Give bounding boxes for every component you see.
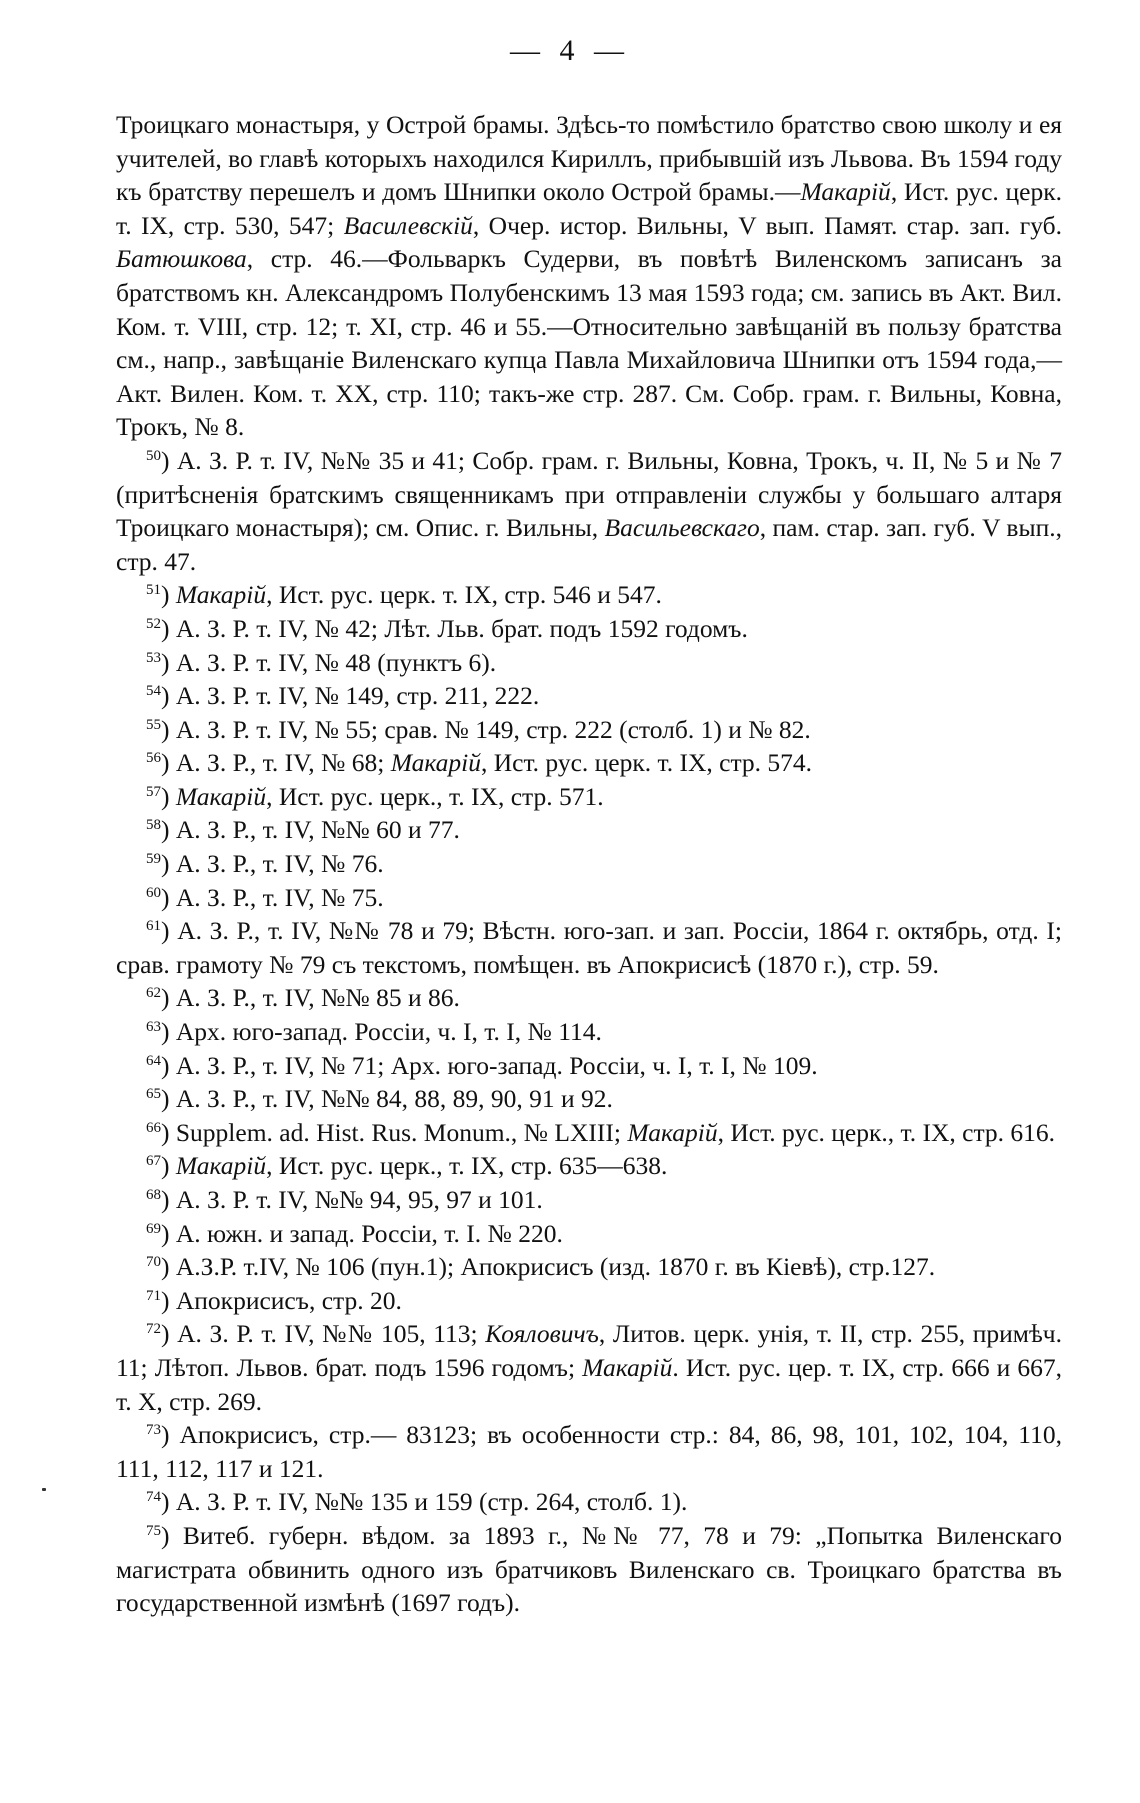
- text-segment: Троицкаго монастыря, у Острой брамы. Здѣсь-то помѣстило братство свою школу и ея учителей, во главѣ которыхъ находился Кириллъ, прибывшій изъ Львова. Въ 1594 году къ братству перешелъ и домъ Шнипки около Острой брамы.—: [116, 110, 1062, 207]
- footnote: [116, 578, 1062, 612]
- footnote-number: 54: [146, 683, 161, 700]
- text-segment: , Литов. церк. унія, т. II, стр. 255, примѣч. 11; Лѣтоп. Львов. брат. подъ 1596 годомъ;: [116, 1319, 1062, 1382]
- footnote-number: 64: [146, 1052, 161, 1069]
- text-segment: А. южн. и запад. Россіи, т. I. № 220.: [175, 1218, 563, 1248]
- text-segment: Витеб. губерн. вѣдом. за 1893 г., №№ 77, 78 и 79: „Попытка Виленскаго магистрата обвинить одного изъ братчиковъ Виленскаго св. Троицкаго братства въ государственной измѣнѣ (1697 годъ).: [116, 1520, 1062, 1618]
- text-segment: Апокрисисъ, стр. 20.: [175, 1285, 402, 1315]
- italic-author-name: Батюшкова: [116, 244, 247, 274]
- footnote-paren: ): [161, 1487, 176, 1517]
- footnote-paren: ): [161, 983, 176, 1013]
- footnote: [116, 1317, 1062, 1418]
- text-segment: , Ист. рус. церк. т. IX, стр. 546 и 547.: [266, 580, 662, 610]
- footnote-paren: ): [161, 445, 177, 475]
- text-segment: , Очер. истор. Вильны, V вып. Памят. стар. зап. губ.: [472, 210, 1063, 240]
- text-segment: А. З. Р., т. IV, № 75.: [175, 882, 384, 912]
- text-segment: А. З. Р., т. IV, № 76.: [175, 849, 384, 879]
- footnote: [116, 679, 1062, 713]
- footnote: [116, 813, 1062, 847]
- footnote-number: 60: [146, 884, 161, 901]
- italic-author-name: Васильевскаго: [604, 513, 760, 543]
- footnote-paren: ): [161, 1050, 176, 1080]
- footnote-paren: ): [161, 1520, 183, 1550]
- text-segment: , Ист. рус. церк. т. IX, стр. 530, 547;: [116, 177, 1062, 240]
- footnote-paren: ): [161, 916, 178, 946]
- footnote: [116, 1519, 1062, 1620]
- italic-author-name: Макарій: [627, 1117, 718, 1147]
- footnote-number: 63: [146, 1019, 161, 1036]
- footnotes-list: [116, 444, 1062, 1620]
- text-segment: А. З. Р. т. IV, № 55; срав. № 149, стр. 222 (столб. 1) и № 82.: [175, 714, 811, 744]
- footnote: [116, 1485, 1062, 1519]
- footnote-paren: ): [161, 1420, 180, 1450]
- footnote-number: 62: [146, 985, 161, 1002]
- text-segment: , Ист. рус. церк., т. IX, стр. 635—638.: [266, 1151, 668, 1181]
- footnote-number: 51: [146, 582, 161, 599]
- italic-author-name: Макарій: [800, 177, 891, 207]
- scan-speck: [42, 1488, 46, 1491]
- footnote-number: 52: [146, 615, 161, 632]
- footnote-paren: ): [161, 1084, 176, 1114]
- footnote-number: 57: [146, 783, 161, 800]
- footnote: [116, 1082, 1062, 1116]
- footnote-number: 72: [146, 1321, 161, 1338]
- footnote-number: 55: [146, 716, 161, 733]
- footnote-number: 66: [146, 1119, 161, 1136]
- footnote: [116, 713, 1062, 747]
- text-segment: , стр. 46.—Фольваркъ Судерви, въ повѣтѣ Виленскомъ записанъ за братствомъ кн. Александромъ Полубенскимъ 13 мая 1593 года; см. запись въ Акт. Вил. Ком. т. VIII, стр. 12; т. XI, стр. 46 и 55.—Относительно завѣщаній въ пользу братства см., напр., завѣщаніе Виленскаго купца Павла Михайловича Шнипки отъ 1594 года,—Акт. Вилен. Ком. т. XX, стр. 110; такъ-же стр. 287. См. Собр. грам. г. Вильны, Ковна, Трокъ, № 8.: [116, 244, 1062, 442]
- footnote-number: 61: [146, 918, 161, 935]
- footnote-paren: ): [161, 714, 176, 744]
- italic-author-name: Кояловичъ: [485, 1319, 599, 1349]
- italic-author-name: Макарій: [175, 580, 267, 610]
- footnote-number: 56: [146, 750, 161, 767]
- text-segment: А. З. Р., т. IV, №№ 84, 88, 89, 90, 91 и 92.: [175, 1084, 613, 1114]
- footnote-number: 58: [146, 817, 161, 834]
- footnote-paren: ): [161, 1151, 176, 1181]
- italic-author-name: Василевскій: [343, 210, 473, 240]
- footnote-paren: ): [161, 1252, 176, 1282]
- footnote-paren: ): [161, 647, 176, 677]
- text-segment: А. З. Р., т. IV, № 71; Арх. юго-запад. Россіи, ч. I, т. I, № 109.: [175, 1050, 818, 1080]
- italic-author-name: Макарій: [175, 1151, 267, 1181]
- footnote-paren: ): [161, 1117, 176, 1147]
- footnote: [116, 1183, 1062, 1217]
- text-block: [116, 108, 1062, 1620]
- footnote: [116, 1418, 1062, 1485]
- footnote-number: 70: [146, 1254, 161, 1271]
- footnote-number: 71: [146, 1287, 161, 1304]
- text-segment: А.З.Р. т.IV, № 106 (пун.1); Апокрисисъ (изд. 1870 г. въ Кіевѣ), стр.127.: [175, 1252, 936, 1282]
- text-segment: , Ист. рус. церк., т. IX, стр. 571.: [266, 781, 604, 811]
- continuation-paragraph: [116, 108, 1062, 444]
- text-segment: , Ист. рус. церк. т. IX, стр. 574.: [480, 748, 813, 778]
- footnote-paren: ): [161, 1218, 176, 1248]
- footnote-number: 69: [146, 1220, 161, 1237]
- text-segment: А. З. Р., т. IV, №№ 85 и 86.: [175, 983, 460, 1013]
- text-segment: А. З. Р. т. IV, №№ 135 и 159 (стр. 264, столб. 1).: [175, 1487, 688, 1517]
- text-segment: А. З. Р. т. IV, № 42; Лѣт. Льв. брат. подъ 1592 годомъ.: [175, 613, 748, 643]
- footnote-paren: ): [161, 1017, 176, 1047]
- text-segment: А. З. Р. т. IV, №№ 94, 95, 97 и 101.: [175, 1185, 543, 1214]
- footnote-number: 53: [146, 649, 161, 666]
- footnote: [116, 1284, 1062, 1318]
- text-segment: А. З. Р., т. IV, № 68;: [175, 748, 391, 778]
- footnote-paren: ): [161, 815, 176, 845]
- footnote: [116, 646, 1062, 680]
- footnote: [116, 1049, 1062, 1083]
- text-segment: А. З. Р. т. IV, № 149, стр. 211, 222.: [175, 681, 540, 711]
- text-segment: Апокрисисъ, стр.— 83123; въ особенности стр.: 84, 86, 98, 101, 102, 104, 110, 111, 112, 117 и 121.: [116, 1420, 1062, 1483]
- footnote: [116, 1149, 1062, 1183]
- footnote-paren: ): [161, 781, 176, 811]
- italic-author-name: Макарій: [390, 748, 481, 778]
- footnote: [116, 1015, 1062, 1049]
- footnote-number: 65: [146, 1086, 161, 1103]
- footnote-number: 75: [146, 1522, 161, 1539]
- text-segment: А. З. Р., т. IV, №№ 78 и 79; Вѣстн. юго-зап. и зап. Россіи, 1864 г. октябрь, отд. I; срав. грамоту № 79 съ текстомъ, помѣщен. въ Апокрисисѣ (1870 г.), стр. 59.: [116, 916, 1062, 979]
- footnote: [116, 914, 1062, 981]
- footnote: [116, 746, 1062, 780]
- footnote-paren: ): [161, 1285, 176, 1315]
- text-segment: Арх. юго-запад. Россіи, ч. I, т. I, № 114.: [175, 1017, 602, 1047]
- text-segment: А. З. Р. т. IV, №№ 105, 113;: [177, 1319, 486, 1349]
- footnote: [116, 1217, 1062, 1251]
- footnote: [116, 444, 1062, 578]
- text-segment: . Ист. рус. цер. т. IX, стр. 666 и 667, т. X, стр. 269.: [116, 1352, 1063, 1416]
- footnote-paren: ): [161, 748, 176, 778]
- italic-author-name: Макарій: [175, 781, 267, 811]
- footnote: [116, 612, 1062, 646]
- footnote: [116, 847, 1062, 881]
- footnote-paren: ): [161, 613, 176, 643]
- footnote-number: 74: [146, 1489, 161, 1506]
- italic-author-name: Макарій: [582, 1352, 673, 1382]
- text-segment: , пам. стар. зап. губ. V вып., стр. 47.: [116, 513, 1062, 576]
- footnote-paren: ): [161, 580, 176, 610]
- footnote: [116, 780, 1062, 814]
- footnote-number: 73: [146, 1422, 161, 1439]
- footnote: [116, 981, 1062, 1015]
- text-segment: А. З. Р., т. IV, №№ 60 и 77.: [175, 815, 460, 845]
- text-segment: А. З. Р. т. IV, № 48 (пунктъ 6).: [175, 647, 497, 677]
- footnote-number: 50: [146, 447, 161, 464]
- footnote-number: 59: [146, 851, 161, 868]
- text-segment: Supplem. ad. Hist. Rus. Monum., № LXIII;: [175, 1117, 628, 1147]
- footnote-paren: ): [161, 1185, 176, 1214]
- text-segment: , Ист. рус. церк., т. IX, стр. 616.: [717, 1117, 1056, 1147]
- footnote: [116, 1250, 1062, 1284]
- footnote-paren: ): [161, 1319, 178, 1349]
- footnote-number: 68: [146, 1187, 161, 1203]
- footnote: [116, 881, 1062, 915]
- text-segment: А. З. Р. т. IV, №№ 35 и 41; Собр. грам. г. Вильны, Ковна, Трокъ, ч. II, № 5 и № 7 (притѣсненія братскимъ священникамъ при отправленіи службы у большаго алтаря Троицкаго монастыря); см. Опис. г. Вильны,: [116, 445, 1062, 543]
- footnote: [116, 1116, 1062, 1150]
- page-number: — 4 —: [510, 34, 630, 67]
- footnote-number: 67: [146, 1153, 161, 1170]
- footnote-paren: ): [161, 681, 176, 711]
- footnote-paren: ): [161, 882, 176, 912]
- footnote-paren: ): [161, 849, 176, 879]
